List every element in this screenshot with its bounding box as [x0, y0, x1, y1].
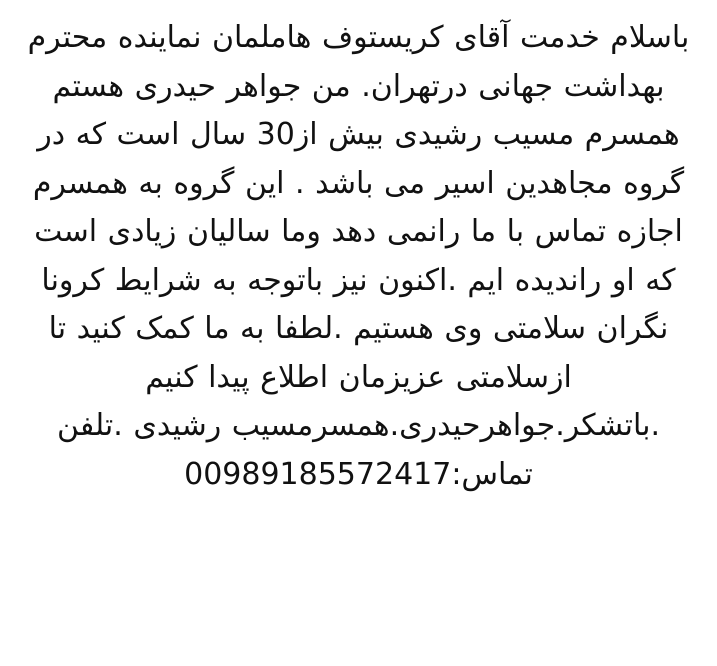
persian-message-text: باسلام خدمت آقای کریستوف هاملمان نماینده محترم بهداشت جهانی درتهران. من جواهر حیدری هستم همسرم مسیب رشیدی بیش از30 سال است که در گروه مجاهدین اسیر می باشد . این گروه به همسرم اجازه تماس با ما رانمی دهد وما سالیان زیادی است که او راندیده ایم .اکنون نیز باتوجه به شرایط کرونا نگران سلامتی وی هستیم .لطفا به ما کمک کنید تا ازسلامتی عزیزمان اطلاع پیدا کنیم .باتشکر.جواهرحیدری.همسرمسیب رشیدی .تلفن تماس:00989185572417	[17, 20, 690, 492]
